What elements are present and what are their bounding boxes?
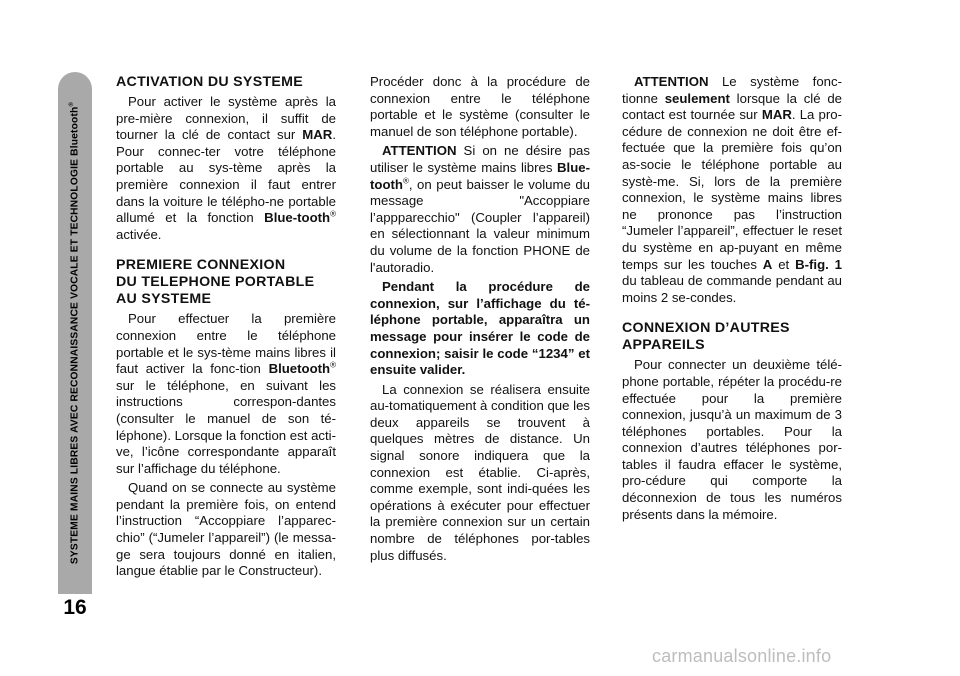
watermark: carmanualsonline.info [652,646,832,666]
paragraph-attention-key: ATTENTION Le système fonc-tionne seulement lorsque la clé de contact est tournée sur MAR. La pro-cédure de connexion ne doit être ef-fectuée que la première fois qu’on as-socie le téléphone portable au systè-me. Si, lors de la première connexion, le système mains libres ne prononce pas l’instruction “Jumeler l’appareil”, effectuer le reset du système en ap-puyant en même temps sur les touches A et B-fig. 1 du tableau de commande pendant au moins 2 se-condes. [622,74,842,305]
heading-activation: ACTIVATION DU SYSTEME [116,74,304,90]
text-column-2 [370,74,590,567]
paragraph-connection-code: Pendant la procédure de connexion, sur l’affichage du té-léphone portable, apparaîtra un message pour insérer le code de connexion; saisir le code “1234” et ensuite valider. [370,279,590,378]
paragraph-procedure: Procéder donc à la procédure de connexion entre le téléphone portable et le système (consulter le manuel de son téléphone portable). [370,74,590,139]
text-column-3 [622,74,842,526]
paragraph-pairing-instruction: Quand on se connecte au système pendant la première fois, on entend l’instruction “Accoppiare l’apparec-chio” (“Jumeler l’appareil”) (le messa-ge sera toujours donné en italien, langue établie par le Constructeur). [116,480,336,579]
paragraph-activation: Pour activer le système après la pre-mière connexion, il suffit de tourner la clé de contact sur MAR. Pour connec-ter votre téléphone portable au sys-tème après la première connexion il faut entrer dans la voiture le télépho-ne portable allumé et la fonction Blue-tooth® activée. [116,94,336,242]
heading-other-devices: CONNEXION D’AUTRES APPAREILS [622,320,790,354]
heading-first-connection: PREMIERE CONNEXION DU TELEPHONE PORTABLE AU SYSTEME [116,257,315,308]
paragraph-other-devices: Pour connecter un deuxième télé-phone portable, répéter la procédu-re effectuée pour la première connexion, jusqu’à un maximum de 3 téléphones portables. Pour la connexion d’autres téléphones por-tables il faudra effacer le système, pro-cédure qui comporte la déconnexion de tous les numéros présents dans la mémoire. [622,357,842,522]
paragraph-attention-volume: ATTENTION Si on ne désire pas utiliser le système mains libres Blue-tooth®, on peut baisser le volume du message "Accoppiare l’appparecchio" (Coupler l’appareil) en sélectionnant la valeur minimum du volume de la fonction PHONE de l'autoradio. [370,143,590,275]
text-column-1 [116,74,336,583]
page-number: 16 [63,596,87,619]
section-side-title: SYSTEME MAINS LIBRES AVEC RECONNAISSANCE VOCALE ET TECHNOLOGIE Bluetooth® [69,101,81,565]
paragraph-first-connection: Pour effectuer la première connexion entre le téléphone portable et le sys-tème mains libres il faut activer la fonc-tion Bluetooth® sur le téléphone, en suivant les instructions correspon-dantes (consulter le manuel de son té-léphone). Lorsque la fonction est acti-ve, l’icône correspondante apparaît sur l’affichage du téléphone. [116,311,336,476]
paragraph-auto-connection: La connexion se réalisera ensuite au-tomatiquement à condition que les deux appareils se trouvent à quelques mètres de distance. Un signal sonore indiquera que la connexion est établie. Ci-après, comme exemple, sont indi-quées les opérations à exécuter pour effectuer la première connexion sur un certain nombre de téléphones por-tables plus diffusés. [370,381,590,563]
